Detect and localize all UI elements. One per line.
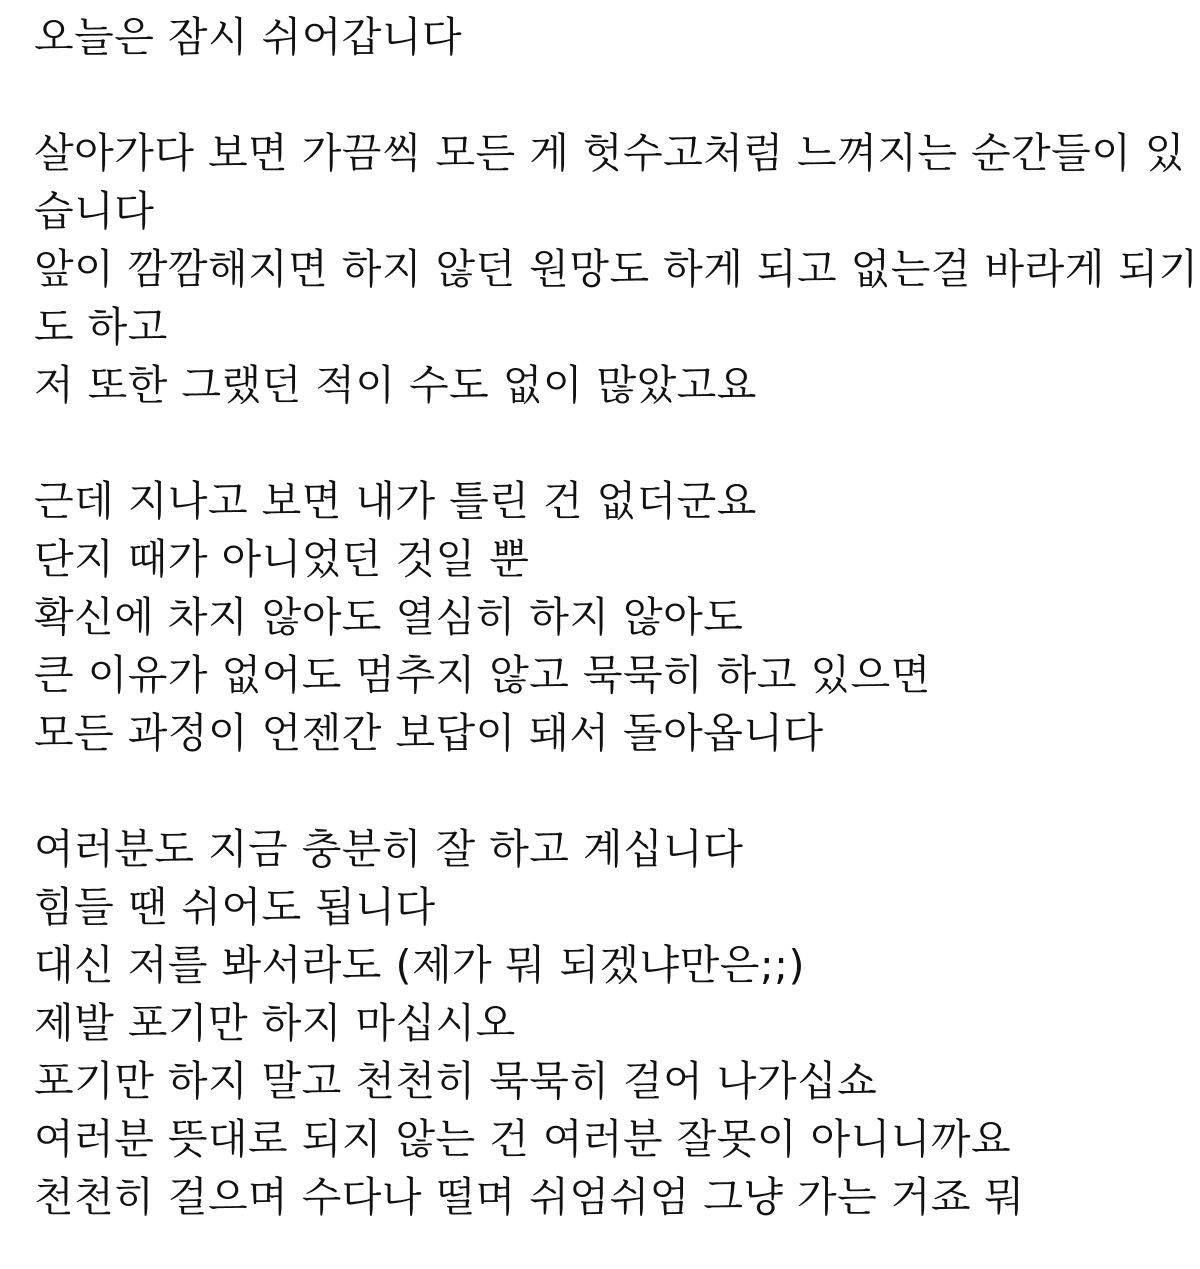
text-line: 큰 이유가 없어도 멈추지 않고 묵묵히 하고 있으면 <box>34 651 931 699</box>
text-line: 근데 지나고 보면 내가 틀린 건 없더군요 <box>34 477 757 525</box>
text-line: 대신 저를 봐서라도 (제가 뭐 되겠냐만은;;) <box>34 941 805 989</box>
blank-line <box>34 762 1164 820</box>
blank-line <box>34 414 1164 472</box>
text-line: 모든 과정이 언젠간 보답이 돼서 돌아옵니다 <box>34 709 824 757</box>
text-line: 살아가다 보면 가끔씩 모든 게 헛수고처럼 느껴지는 순간들이 있 <box>34 129 1186 177</box>
text-line: 힘들 땐 쉬어도 됩니다 <box>34 883 436 931</box>
text-line: 확신에 차지 않아도 열심히 하지 않아도 <box>34 593 744 641</box>
text-line: 앞이 깜깜해지면 하지 않던 원망도 하게 되고 없는걸 바라게 되기 <box>34 245 1199 293</box>
text-line: 단지 때가 아니었던 것일 뿐 <box>34 535 530 583</box>
text-line: 습니다 <box>34 187 155 235</box>
text-line: 천천히 걸으며 수다나 떨며 쉬엄쉬엄 그냥 가는 거죠 뭐 <box>34 1173 1025 1221</box>
document-body <box>34 8 1199 1226</box>
text-line: 포기만 하지 말고 천천히 묵묵히 걸어 나가십쇼 <box>34 1057 878 1105</box>
text-line: 여러분도 지금 충분히 잘 하고 계십니다 <box>34 825 744 873</box>
paragraph-1 <box>34 124 1199 414</box>
text-line: 도 하고 <box>34 303 168 351</box>
text-line: 제발 포기만 하지 마십시오 <box>34 999 516 1047</box>
paragraph-2 <box>34 472 1164 762</box>
paragraph-3 <box>34 820 1164 1226</box>
blank-line <box>34 66 1164 124</box>
text-line: 여러분 뜻대로 되지 않는 건 여러분 잘못이 아니니까요 <box>34 1115 1012 1163</box>
text-line: 저 또한 그랬던 적이 수도 없이 많았고요 <box>34 361 757 409</box>
document-title: 오늘은 잠시 쉬어갑니다 <box>34 13 463 61</box>
